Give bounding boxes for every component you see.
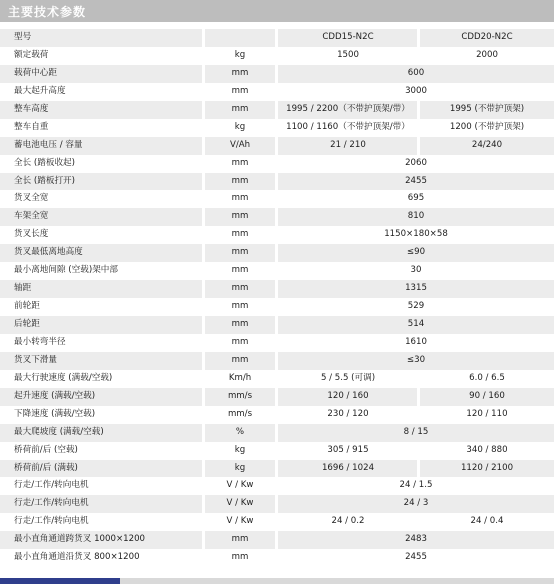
column-divider	[202, 226, 205, 244]
table-row	[0, 262, 554, 280]
spec-value: 2060	[405, 157, 427, 168]
column-divider	[202, 47, 205, 65]
table-row	[0, 173, 554, 191]
spec-name: 蓄电池电压 / 容量	[14, 139, 83, 150]
table-row	[0, 280, 554, 298]
spec-name: 起升速度 (满载/空载)	[14, 390, 96, 401]
column-divider	[202, 406, 205, 424]
table-row	[0, 119, 554, 137]
table-row	[0, 549, 554, 567]
column-divider	[202, 388, 205, 406]
table-row	[0, 298, 554, 316]
column-divider	[202, 101, 205, 119]
spec-value-cdd15: 5 / 5.5 (可调)	[320, 372, 376, 383]
spec-unit: mm	[231, 175, 249, 186]
spec-value: 2483	[405, 534, 427, 545]
spec-name: 行走/工作/转向电机	[14, 516, 89, 527]
column-divider	[202, 424, 205, 442]
spec-name: 后轮距	[14, 319, 40, 329]
spec-name: 全长 (踏板打开)	[14, 175, 75, 186]
column-divider	[202, 549, 205, 567]
table-row	[0, 83, 554, 101]
column-divider	[202, 29, 205, 47]
spec-value: 1315	[405, 283, 427, 294]
spec-name: 轴距	[14, 283, 32, 294]
spec-name: 桥荷前/后 (空载)	[14, 444, 78, 455]
spec-value-cdd20: 24 / 0.4	[470, 516, 504, 527]
column-divider	[202, 244, 205, 262]
spec-value-cdd20: 1120 / 2100	[460, 462, 514, 473]
table-row	[0, 226, 554, 244]
column-divider	[202, 83, 205, 101]
column-divider	[202, 352, 205, 370]
spec-value-cdd15: 1500	[337, 49, 359, 60]
spec-unit: mm	[231, 193, 249, 204]
table-row	[0, 101, 554, 119]
spec-value-cdd20: 24/240	[471, 139, 503, 150]
spec-unit: mm	[231, 283, 249, 294]
table-row	[0, 513, 554, 531]
column-divider	[202, 65, 205, 83]
spec-value: ≤30	[406, 354, 426, 365]
spec-value: 695	[407, 193, 425, 204]
table-row	[0, 424, 554, 442]
spec-unit: Km/h	[228, 372, 252, 383]
spec-unit: mm	[231, 319, 249, 329]
spec-unit: kg	[234, 49, 246, 60]
column-divider	[202, 137, 205, 155]
spec-unit: mm	[231, 301, 249, 312]
table-row	[0, 190, 554, 208]
spec-name: 载荷中心距	[14, 67, 57, 78]
spec-value: ≤90	[406, 247, 426, 258]
table-row	[0, 388, 554, 406]
spec-name: 最小直角通道沿货叉 800×1200	[14, 552, 140, 563]
spec-value: 529	[407, 301, 425, 312]
column-divider	[202, 119, 205, 137]
spec-value: 24 / 3	[403, 498, 429, 509]
spec-value-cdd20: 1200 (不带护顶架)	[449, 121, 525, 132]
spec-name: 货叉长度	[14, 229, 49, 240]
column-divider	[202, 442, 205, 460]
spec-value-cdd15: 1100 / 1160（不带护顶架/带）	[286, 121, 410, 132]
spec-unit: mm/s	[227, 408, 253, 419]
spec-value-cdd20: CDD20-N2C	[461, 32, 513, 42]
spec-value: 2455	[405, 175, 427, 186]
column-divider	[202, 190, 205, 208]
spec-name: 型号	[14, 32, 32, 42]
column-divider	[202, 460, 205, 478]
spec-unit: kg	[234, 444, 246, 455]
spec-name: 车架全宽	[14, 211, 49, 222]
spec-value: 8 / 15	[403, 426, 429, 437]
footer-accent	[0, 578, 120, 584]
table-row	[0, 531, 554, 549]
table-row	[0, 495, 554, 513]
section-header	[0, 0, 554, 22]
spec-value-cdd15: 305 / 915	[327, 444, 369, 455]
spec-value: 810	[407, 211, 425, 222]
spec-unit: mm	[231, 67, 249, 78]
spec-unit: mm	[231, 211, 249, 222]
column-divider	[202, 495, 205, 513]
table-row	[0, 244, 554, 262]
spec-value-cdd15: 1995 / 2200（不带护顶架/带）	[286, 103, 410, 114]
spec-name: 全长 (踏板收起)	[14, 157, 75, 168]
spec-value-cdd20: 1995 (不带护顶架)	[449, 103, 525, 114]
table-row	[0, 137, 554, 155]
spec-name: 最小直角通道跨货叉 1000×1200	[14, 534, 146, 545]
spec-name: 前轮距	[14, 301, 40, 312]
table-row	[0, 477, 554, 495]
spec-name: 整车自重	[14, 121, 49, 132]
spec-name: 最大行驶速度 (满载/空载)	[14, 372, 113, 383]
spec-value-cdd20: 120 / 110	[466, 408, 508, 419]
spec-value: 1610	[405, 336, 427, 347]
spec-unit: mm	[231, 247, 249, 258]
spec-value-cdd15: CDD15-N2C	[322, 32, 374, 42]
spec-name: 最小转弯半径	[14, 336, 66, 347]
column-divider	[202, 155, 205, 173]
spec-unit	[205, 29, 275, 47]
spec-value: 30	[410, 265, 422, 276]
table-row	[0, 65, 554, 83]
spec-unit: mm/s	[227, 390, 253, 401]
table-row	[0, 352, 554, 370]
spec-name: 下降速度 (满载/空载)	[14, 408, 96, 419]
column-divider	[202, 262, 205, 280]
spec-name: 额定载荷	[14, 49, 49, 60]
table-row	[0, 47, 554, 65]
spec-unit: mm	[231, 354, 249, 365]
spec-value-cdd15: 120 / 160	[327, 390, 369, 401]
spec-name: 桥荷前/后 (满载)	[14, 462, 78, 473]
column-divider	[202, 513, 205, 531]
spec-name: 最大爬坡度 (满载/空载)	[14, 426, 104, 437]
spec-value: 514	[407, 319, 425, 329]
table-row	[0, 208, 554, 226]
table-row	[0, 29, 554, 47]
spec-unit: V/Ah	[229, 139, 251, 150]
spec-value: 2455	[405, 552, 427, 563]
spec-unit: V / Kw	[226, 480, 254, 491]
spec-unit: mm	[231, 534, 249, 545]
spec-value: 24 / 1.5	[399, 480, 433, 491]
spec-unit: mm	[231, 103, 249, 114]
spec-unit: mm	[231, 229, 249, 240]
table-row	[0, 370, 554, 388]
spec-unit: mm	[231, 157, 249, 168]
table-row	[0, 442, 554, 460]
spec-name: 行走/工作/转向电机	[14, 498, 89, 509]
spec-unit: mm	[231, 85, 249, 96]
table-row	[0, 334, 554, 352]
spec-value-cdd20: 340 / 880	[466, 444, 508, 455]
table-row	[0, 316, 554, 334]
spec-unit: mm	[231, 265, 249, 276]
spec-value-cdd20: 2000	[476, 49, 498, 60]
spec-name: 最大起升高度	[14, 85, 66, 96]
spec-unit: mm	[231, 552, 249, 563]
column-divider	[202, 334, 205, 352]
spec-unit: kg	[234, 121, 246, 132]
section-title: 主要技术参数	[8, 5, 87, 19]
spec-value: 1150×180×58	[384, 229, 448, 240]
footer-bar	[0, 578, 554, 584]
spec-name: 货叉全宽	[14, 193, 49, 204]
column-divider	[202, 208, 205, 226]
spec-name: 货叉下滑量	[14, 354, 57, 365]
column-divider	[202, 280, 205, 298]
spec-value-cdd15: 24 / 0.2	[331, 516, 365, 527]
column-divider	[202, 531, 205, 549]
spec-value-cdd20: 6.0 / 6.5	[469, 372, 505, 383]
spec-name: 行走/工作/转向电机	[14, 480, 89, 491]
table-row	[0, 406, 554, 424]
spec-name: 最小离地间隙 (空载)架中部	[14, 265, 118, 276]
column-divider	[202, 298, 205, 316]
spec-unit: mm	[231, 336, 249, 347]
column-divider	[202, 370, 205, 388]
spec-table	[0, 29, 554, 567]
spec-value: 600	[407, 67, 425, 78]
table-row	[0, 460, 554, 478]
column-divider	[202, 173, 205, 191]
spec-unit: kg	[234, 462, 246, 473]
spec-unit: V / Kw	[226, 498, 254, 509]
spec-value-cdd15: 1696 / 1024	[321, 462, 375, 473]
spec-value-cdd15: 21 / 210	[330, 139, 366, 150]
column-divider	[202, 316, 205, 334]
spec-unit: V / Kw	[226, 516, 254, 527]
spec-value: 3000	[405, 85, 427, 96]
spec-name: 整车高度	[14, 103, 49, 114]
table-row	[0, 155, 554, 173]
spec-value-cdd20: 90 / 160	[469, 390, 505, 401]
spec-unit: %	[235, 426, 245, 437]
spec-name: 货叉最低离地高度	[14, 247, 83, 258]
column-divider	[202, 477, 205, 495]
spec-value-cdd15: 230 / 120	[327, 408, 369, 419]
